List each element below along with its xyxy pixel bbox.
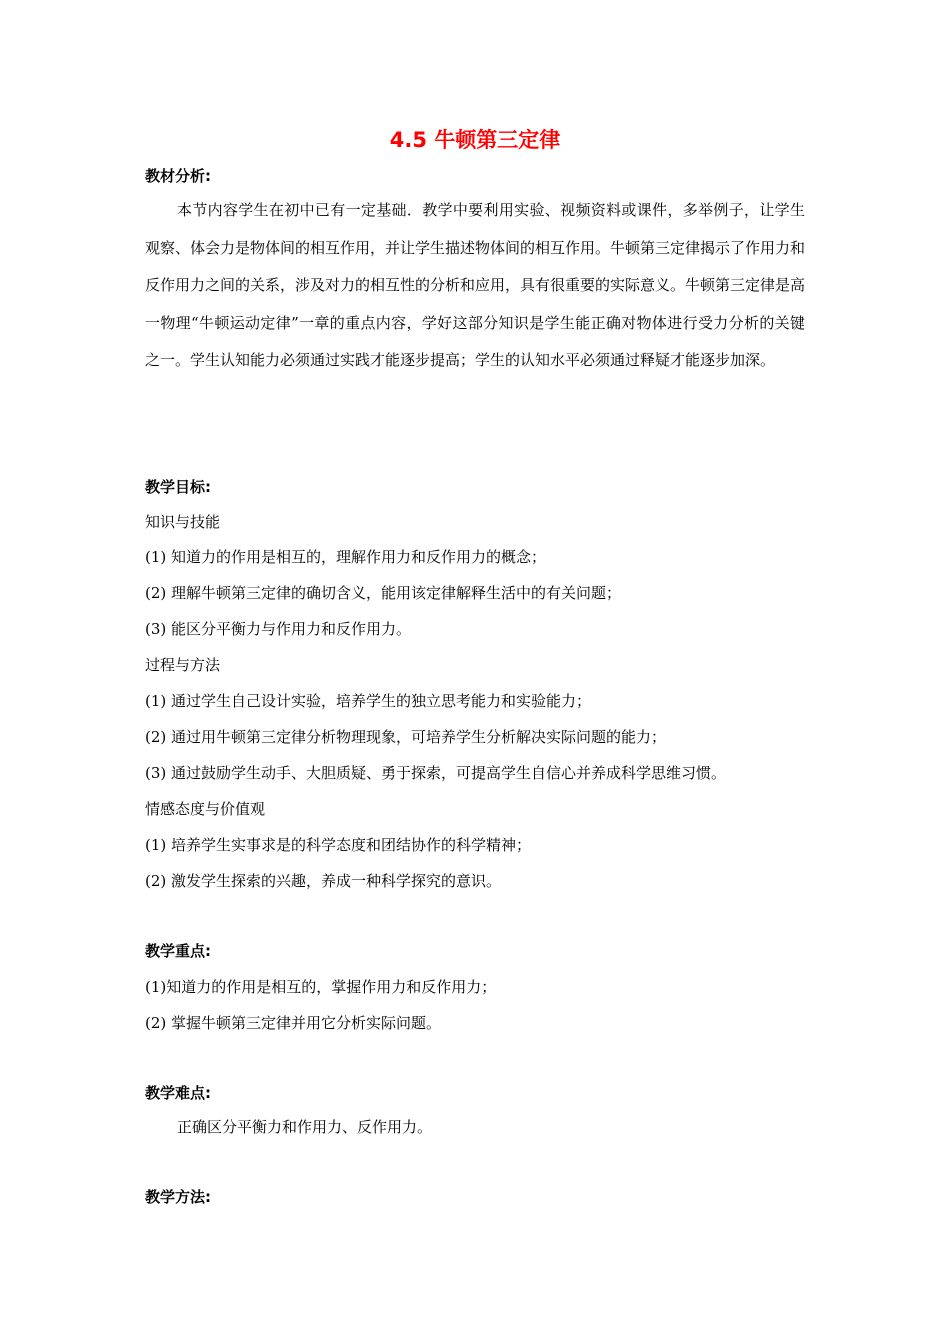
key-point-item: (1)知道力的作用是相互的，掌握作用力和反作用力； [145, 978, 497, 996]
knowledge-label: 知识与技能 [145, 513, 221, 531]
key-points-heading: 教学重点: [145, 942, 211, 960]
knowledge-item: (3) 能区分平衡力与作用力和反作用力。 [145, 620, 412, 638]
process-item: (3) 通过鼓励学生动手、大胆质疑、勇于探索，可提高学生自信心并养成科学思维习惯。 [145, 764, 727, 782]
knowledge-item: (2) 理解牛顿第三定律的确切含义，能用该定律解释生活中的有关问题； [145, 584, 622, 602]
difficulties-text: 正确区分平衡力和作用力、反作用力。 [177, 1118, 433, 1136]
emotion-item: (2) 激发学生探索的兴趣，养成一种科学探究的意识。 [145, 872, 502, 890]
document-title: 4.5 牛顿第三定律 [389, 128, 561, 152]
emotion-label: 情感态度与价值观 [145, 800, 266, 818]
emotion-item: (1) 培养学生实事求是的科学态度和团结协作的科学精神； [145, 836, 532, 854]
knowledge-item: (1) 知道力的作用是相互的，理解作用力和反作用力的概念； [145, 548, 547, 566]
difficulties-heading: 教学难点: [145, 1084, 211, 1102]
goals-heading: 教学目标: [145, 478, 211, 496]
analysis-heading: 教材分析: [145, 167, 211, 185]
methods-heading: 教学方法: [145, 1188, 211, 1206]
analysis-paragraph: 本节内容学生在初中已有一定基础．教学中要利用实验、视频资料或课件，多举例子，让学生观察、体会力是物体间的相互作用，并让学生描述物体间的相互作用。牛顿第三定律揭示了作用力和反作用力之间的关系，涉及对力的相互性的分析和应用，具有很重要的实际意义。牛顿第三定律是高一物理“牛顿运动定律”一章的重点内容，学好这部分知识是学生能正确对物体进行受力分析的关键之一。学生认知能力必须通过实践才能逐步提高；学生的认知水平必须通过释疑才能逐步加深。 [145, 201, 806, 369]
process-label: 过程与方法 [145, 656, 221, 674]
key-point-item: (2) 掌握牛顿第三定律并用它分析实际问题。 [145, 1014, 442, 1032]
process-item: (1) 通过学生自己设计实验，培养学生的独立思考能力和实验能力； [145, 692, 592, 710]
process-item: (2) 通过用牛顿第三定律分析物理现象，可培养学生分析解决实际问题的能力； [145, 728, 667, 746]
